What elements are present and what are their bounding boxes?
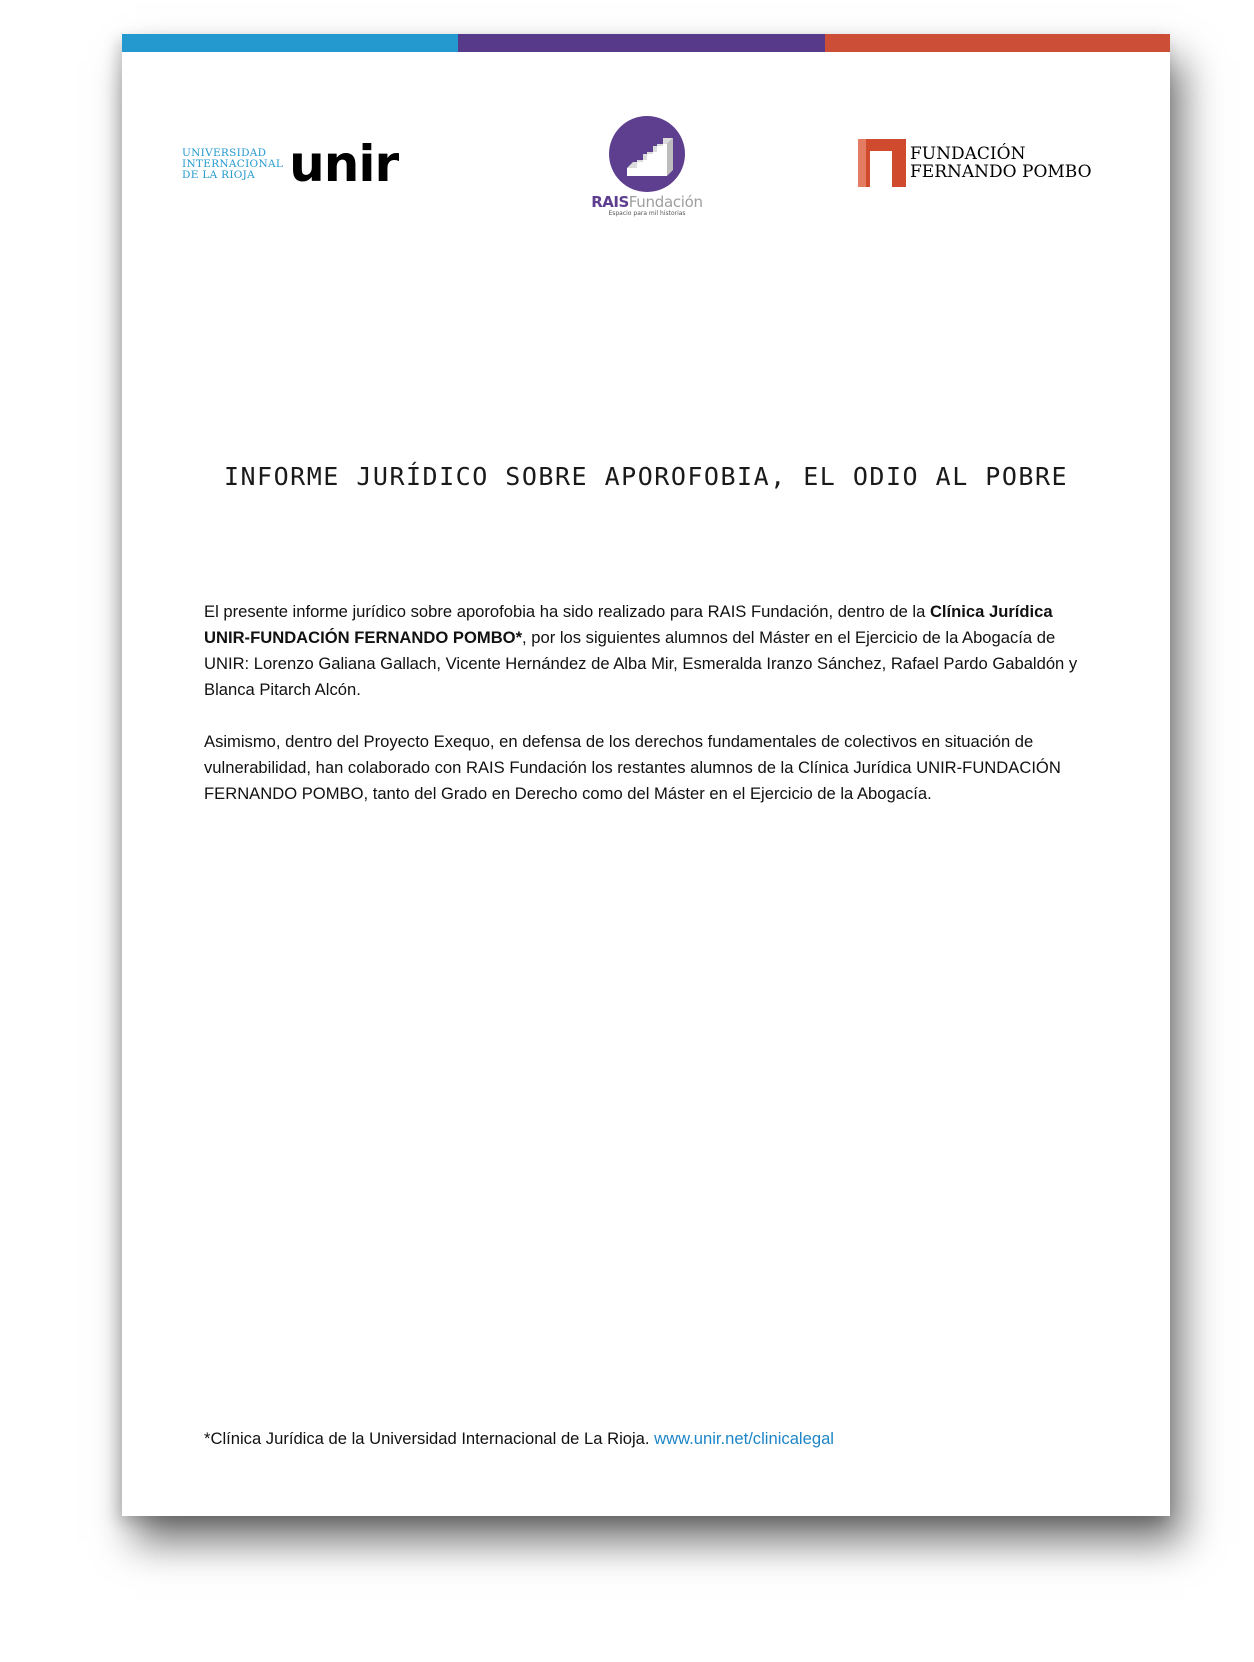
- color-stripe: [122, 34, 1170, 52]
- intro-text-bold: Clínica Jurídica UNIR-FUNDACIÓN FERNANDO POMBO*: [204, 602, 1053, 647]
- rais-logo: [582, 116, 712, 217]
- unir-line-2: INTERNACIONAL: [182, 157, 284, 170]
- unir-line-1: UNIVERSIDAD: [182, 146, 267, 159]
- rais-wordmark: [582, 194, 712, 210]
- ffp-line-2: FERNANDO POMBO: [910, 162, 1092, 182]
- intro-paragraph: [204, 599, 1084, 703]
- unir-logo: [182, 135, 399, 193]
- stripe-red: [825, 34, 1170, 52]
- document-title: INFORME JURÍDICO SOBRE APOROFOBIA, EL ODIO AL POBRE: [223, 462, 1069, 491]
- rais-name-light: Fundación: [628, 193, 703, 211]
- footnote-text: *Clínica Jurídica de la Universidad Internacional de La Rioja.: [204, 1429, 655, 1448]
- ffp-logo: [858, 139, 1092, 187]
- unir-logo-subtitle: [182, 148, 283, 181]
- stripe-purple: [458, 34, 825, 52]
- rais-name-bold: RAIS: [591, 193, 629, 211]
- ffp-wordmark: [910, 145, 1092, 181]
- ffp-line-1: FUNDACIÓN: [910, 144, 1026, 164]
- stripe-blue: [122, 34, 458, 52]
- footnote-link[interactable]: www.unir.net/clinicalegal: [654, 1429, 834, 1448]
- staircase-icon: [609, 116, 685, 192]
- unir-wordmark: unir: [289, 135, 399, 193]
- unir-line-3: DE LA RIOJA: [182, 168, 256, 181]
- second-paragraph: Asimismo, dentro del Proyecto Exequo, en defensa de los derechos fundamentales de colectivos en situación de vulnerabilidad, han colaborado con RAIS Fundación los restantes alumnos de la Clínica Jurídica UNIR-FUNDACIÓN FERNANDO POMBO, tanto del Grado en Derecho como del Máster en el Ejercicio de la Abogacía.: [204, 732, 1061, 803]
- intro-text-after: , por los siguientes alumnos del Máster en el Ejercicio de la Abogacía de UNIR: Lorenzo Galiana Gallach, Vicente Hernández de Alba Mir, Esmeralda Iranzo Sánchez, Rafael Pardo Gabaldón y Blanca Pitarch Alcón.: [204, 628, 1078, 699]
- footnote: [204, 1427, 1084, 1451]
- document-page: [122, 34, 1170, 1516]
- intro-text-before: El presente informe jurídico sobre aporofobia ha sido realizado para RAIS Fundación, dentro de la: [204, 602, 930, 621]
- ffp-mark-icon: [858, 139, 906, 187]
- rais-tagline: Espacio para mil historias: [608, 210, 686, 217]
